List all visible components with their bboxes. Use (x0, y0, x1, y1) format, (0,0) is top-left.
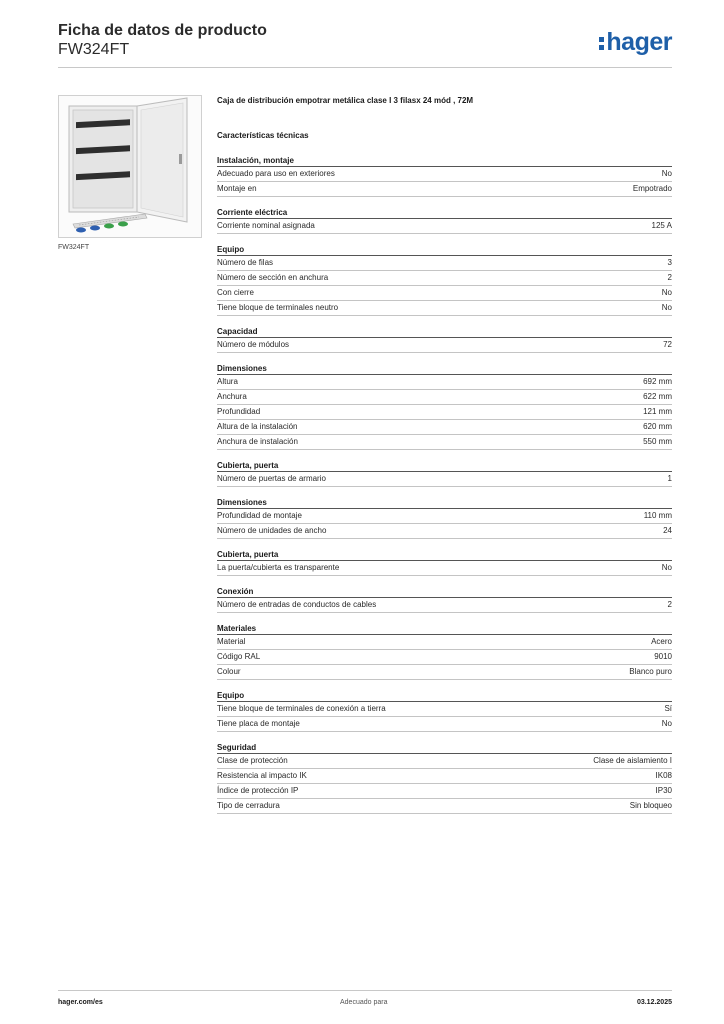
spec-label: Código RAL (217, 652, 261, 661)
spec-value: Sin bloqueo (629, 801, 672, 810)
spec-value: 9010 (654, 652, 672, 661)
spec-section (217, 363, 672, 450)
spec-value: IK08 (655, 771, 672, 780)
spec-row (217, 769, 672, 784)
spec-label: Clase de protección (217, 756, 288, 765)
spec-label: Material (217, 637, 246, 646)
spec-row (217, 784, 672, 799)
spec-value: Blanco puro (629, 667, 672, 676)
spec-row (217, 717, 672, 732)
spec-value: No (661, 169, 672, 178)
spec-section (217, 460, 672, 487)
spec-row (217, 375, 672, 390)
spec-value: Empotrado (632, 184, 672, 193)
spec-row (217, 435, 672, 450)
spec-value: 692 mm (643, 377, 672, 386)
spec-label: Número de filas (217, 258, 274, 267)
spec-value: Clase de aislamiento I (593, 756, 672, 765)
spec-label: Corriente nominal asignada (217, 221, 315, 230)
spec-label: Altura de la instalación (217, 422, 298, 431)
spec-value: 24 (663, 526, 672, 535)
spec-row (217, 286, 672, 301)
spec-section (217, 623, 672, 680)
spec-label: Resistencia al impacto IK (217, 771, 307, 780)
section-title: Seguridad (217, 742, 672, 754)
section-title: Dimensiones (217, 497, 672, 509)
spec-section (217, 690, 672, 732)
spec-row (217, 271, 672, 286)
spec-label: Número de sección en anchura (217, 273, 329, 282)
section-title: Dimensiones (217, 363, 672, 375)
section-title: Corriente eléctrica (217, 207, 672, 219)
spec-row (217, 420, 672, 435)
spec-row (217, 754, 672, 769)
spec-value: 622 mm (643, 392, 672, 401)
spec-label: Tiene bloque de terminales neutro (217, 303, 339, 312)
footer-website-link[interactable]: hager.com/es (58, 999, 103, 1006)
spec-label: Anchura de instalación (217, 437, 298, 446)
spec-row (217, 509, 672, 524)
spec-section (217, 586, 672, 613)
spec-value: No (661, 288, 672, 297)
spec-value: No (661, 303, 672, 312)
spec-label: Índice de protección IP (217, 786, 299, 795)
distribution-box-illustration (59, 96, 201, 237)
spec-row (217, 182, 672, 197)
spec-section (217, 155, 672, 197)
spec-row (217, 405, 672, 420)
product-image (58, 95, 202, 238)
spec-row (217, 390, 672, 405)
spec-label: Número de unidades de ancho (217, 526, 327, 535)
section-title: Capacidad (217, 326, 672, 338)
page-footer (58, 990, 672, 1012)
spec-value: 121 mm (643, 407, 672, 416)
spec-label: Número de puertas de armario (217, 474, 326, 483)
spec-label: Profundidad de montaje (217, 511, 302, 520)
datasheet-content (217, 95, 672, 824)
spec-row (217, 338, 672, 353)
spec-label: Número de entradas de conductos de cables (217, 600, 377, 609)
spec-row (217, 665, 672, 680)
spec-section (217, 742, 672, 814)
spec-value: 550 mm (643, 437, 672, 446)
spec-label: Montaje en (217, 184, 257, 193)
spec-section (217, 326, 672, 353)
spec-value: No (661, 563, 672, 572)
logo-text: hager (606, 28, 672, 56)
spec-row (217, 561, 672, 576)
spec-label: Adecuado para uso en exteriores (217, 169, 335, 178)
spec-label: La puerta/cubierta es transparente (217, 563, 340, 572)
spec-section (217, 549, 672, 576)
spec-label: Anchura (217, 392, 247, 401)
spec-value: 3 (667, 258, 672, 267)
product-reference: FW324FT (58, 41, 130, 58)
spec-label: Número de módulos (217, 340, 290, 349)
spec-label: Tipo de cerradura (217, 801, 280, 810)
spec-row (217, 472, 672, 487)
spec-label: Altura (217, 377, 238, 386)
spec-row (217, 256, 672, 271)
section-title: Equipo (217, 244, 672, 256)
spec-row (217, 219, 672, 234)
footer-date: 03.12.2025 (636, 999, 672, 1006)
spec-value: No (661, 719, 672, 728)
section-title: Cubierta, puerta (217, 460, 672, 472)
spec-value: 2 (667, 273, 672, 282)
spec-value: 1 (667, 474, 672, 483)
page-header (58, 22, 672, 68)
section-title: Equipo (217, 690, 672, 702)
spec-value: 110 mm (643, 511, 672, 520)
spec-section (217, 244, 672, 316)
spec-label: Profundidad (217, 407, 261, 416)
spec-label: Con cierre (217, 288, 254, 297)
logo-dots-icon (599, 34, 605, 52)
spec-value: IP30 (655, 786, 672, 795)
spec-value: 2 (667, 600, 672, 609)
spec-label: Tiene bloque de terminales de conexión a tierra (217, 704, 386, 713)
image-caption: FW324FT (58, 244, 90, 251)
product-description: Caja de distribución empotrar metálica clase I 3 filasx 24 mód , 72M (217, 96, 474, 105)
spec-label: Tiene placa de montaje (217, 719, 300, 728)
spec-value: Acero (651, 637, 672, 646)
spec-section (217, 497, 672, 539)
spec-value: 620 mm (643, 422, 672, 431)
spec-value: Sí (664, 704, 672, 713)
footer-suitable-for: Adecuado para (340, 999, 388, 1006)
spec-value: 72 (663, 340, 672, 349)
spec-row (217, 635, 672, 650)
spec-label: Colour (217, 667, 241, 676)
spec-row (217, 167, 672, 182)
spec-section (217, 207, 672, 234)
spec-sections (217, 155, 672, 814)
page-title: Ficha de datos de producto (58, 22, 267, 39)
technical-characteristics-heading: Características técnicas (217, 131, 309, 140)
spec-row (217, 799, 672, 814)
spec-value: 125 A (651, 221, 672, 230)
section-title: Conexión (217, 586, 672, 598)
spec-row (217, 650, 672, 665)
section-title: Cubierta, puerta (217, 549, 672, 561)
spec-row (217, 702, 672, 717)
section-title: Instalación, montaje (217, 155, 672, 167)
spec-row (217, 598, 672, 613)
section-title: Materiales (217, 623, 672, 635)
hager-logo[interactable] (599, 28, 672, 57)
spec-row (217, 301, 672, 316)
spec-row (217, 524, 672, 539)
